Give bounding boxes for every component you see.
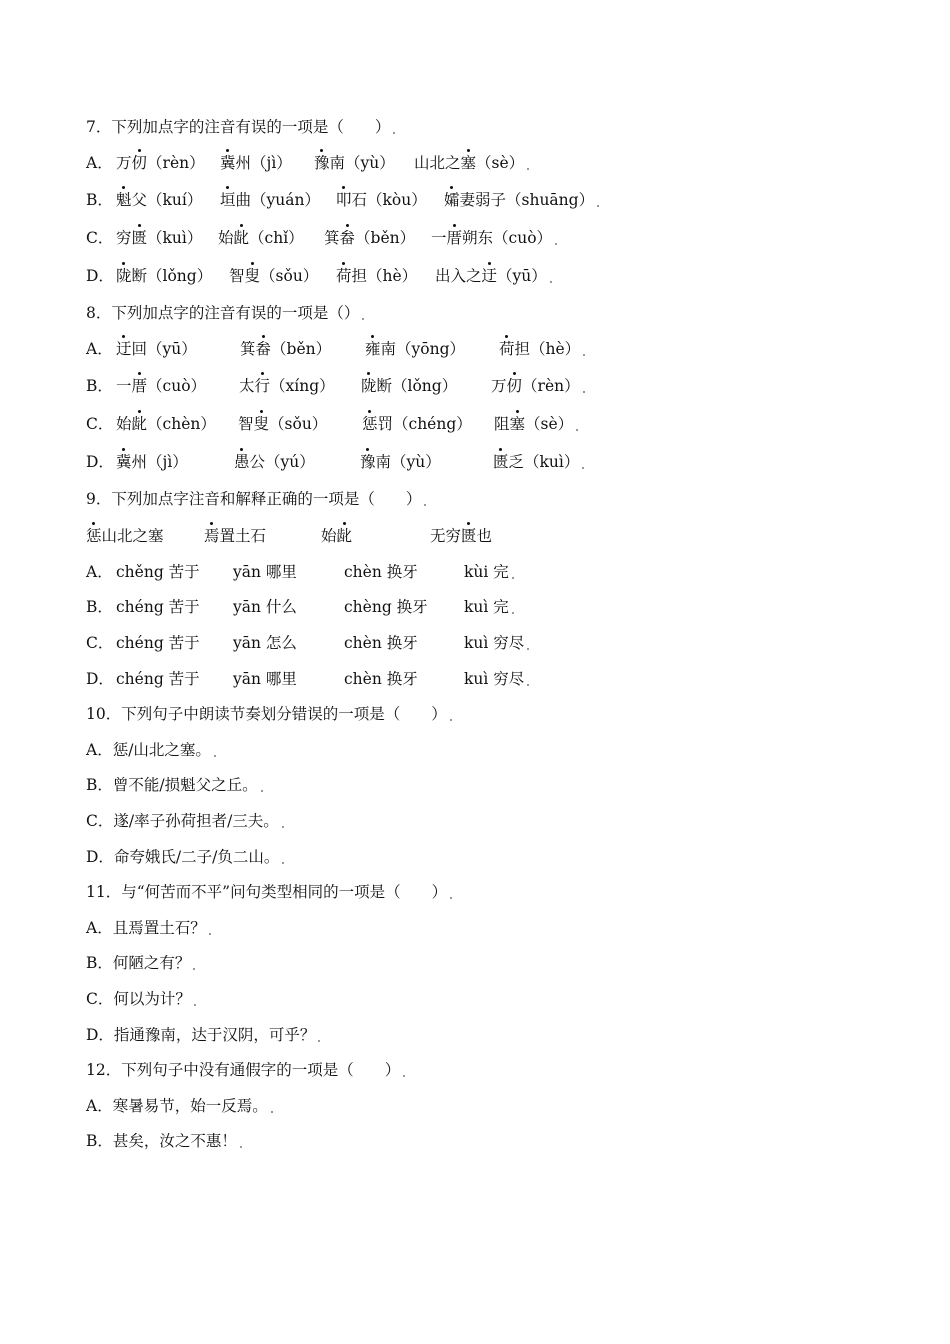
- choice-item: 荷担（hè）: [499, 338, 585, 360]
- paragraph-mark: [597, 205, 599, 207]
- dotted-char: 垣: [220, 191, 236, 209]
- choice-item: 箕畚（běn）: [240, 340, 332, 358]
- choice-item: 魁父（kuí）: [116, 191, 203, 209]
- paragraph-mark: [582, 467, 584, 469]
- choice-item: 太行（xíng）: [239, 377, 335, 395]
- choice-item: 出入之迂（yū）: [435, 265, 552, 287]
- paragraph-mark: [512, 612, 514, 614]
- paragraph-mark: [193, 968, 195, 970]
- question-7-option-b: B． 魁父（kuí） 垣曲（yuán） 叩石（kòu） 孀妻弱子（shuāng）: [86, 189, 886, 213]
- dotted-char: 厝: [131, 377, 148, 395]
- dotted-char: 愚: [234, 453, 250, 471]
- dotted-char: 叩: [336, 191, 352, 209]
- choice-item: 惩罚（chéng）: [362, 415, 472, 433]
- dotted-char: 塞: [509, 415, 526, 433]
- dotted-char: 龀: [336, 527, 353, 545]
- dotted-char: 豫: [360, 453, 376, 471]
- paragraph-mark: [209, 933, 211, 935]
- word-item: 惩山北之塞: [86, 527, 164, 545]
- question-9-option-c: C． chéng 苦于 yān 怎么 chèn 换牙 kuì 穷尽: [86, 632, 886, 656]
- dotted-char: 惩: [86, 527, 102, 545]
- paragraph-mark: [214, 755, 216, 757]
- dotted-char: 匮: [493, 453, 509, 471]
- dotted-char: 匮: [131, 229, 148, 247]
- paragraph-mark: [240, 1146, 242, 1148]
- paragraph-mark: [424, 504, 426, 506]
- choice-item: 始龀（chèn）: [116, 415, 216, 433]
- question-8-option-d: D． 冀州（jì） 愚公（yú） 豫南（yù） 匮乏（kuì）: [86, 451, 886, 475]
- question-10-option-b: B．曾不能/损魁父之丘。: [86, 774, 263, 796]
- question-7-option-c: C． 穷匮（kuì） 始龀（chǐ） 箕畚（běn） 一厝朔东（cuò）: [86, 227, 886, 251]
- paragraph-mark: [282, 862, 284, 864]
- question-7-option-a: A． 万仞（rèn） 冀州（jì） 豫南（yù） 山北之塞（sè）: [86, 152, 886, 176]
- option-last-col: kuì 穷尽: [464, 632, 529, 654]
- dotted-char: 畚: [255, 340, 272, 358]
- dotted-char: 陇: [361, 377, 377, 395]
- question-10-option-d: D．命夸娥氏/二子/负二山。: [86, 846, 284, 868]
- dotted-char: 匮: [461, 527, 477, 545]
- question-8-option-b: B． 一厝（cuò） 太行（xíng） 陇断（lǒng） 万仞（rèn）: [86, 375, 886, 399]
- paragraph-mark: [527, 684, 529, 686]
- choice-item: 豫南（yù）: [360, 453, 441, 471]
- paragraph-mark: [555, 243, 557, 245]
- question-7-option-d: D． 陇断（lǒng） 智叟（sǒu） 荷担（hè） 出入之迂（yū）: [86, 265, 886, 289]
- dotted-char: 畚: [339, 229, 356, 247]
- paragraph-mark: [527, 168, 529, 170]
- paragraph-mark: [282, 826, 284, 828]
- paragraph-mark: [512, 577, 514, 579]
- dotted-char: 雍: [365, 340, 381, 358]
- word-item: 始龀: [321, 527, 353, 545]
- dotted-char: 厝: [446, 229, 463, 247]
- dotted-char: 仞: [131, 154, 148, 172]
- paragraph-mark: [403, 1075, 405, 1077]
- paragraph-mark: [271, 1111, 273, 1113]
- dotted-char: 荷: [499, 340, 515, 358]
- choice-item: 穷匮（kuì）: [116, 229, 203, 247]
- choice-item: 愚公（yú）: [234, 453, 315, 471]
- paragraph-mark: [393, 132, 395, 134]
- choice-item: 万仞（rèn）: [116, 154, 205, 172]
- dotted-char: 叟: [244, 267, 261, 285]
- question-10-option-c: C．遂/率子孙荷担者/三夫。: [86, 810, 284, 832]
- choice-item: 智叟（sǒu）: [229, 267, 319, 285]
- dotted-char: 惩: [362, 415, 378, 433]
- question-11-option-c: C．何以为计？: [86, 988, 196, 1010]
- question-9-stem: 9．下列加点字注音和解释正确的一项是（ ）: [86, 488, 426, 510]
- dotted-char: 冀: [220, 154, 236, 172]
- paragraph-mark: [583, 354, 585, 356]
- question-12-stem: 12．下列句子中没有通假字的一项是（ ）: [86, 1059, 405, 1081]
- word-item: 焉置土石: [204, 527, 267, 545]
- question-11-stem: 11．与“何苦而不平”问句类型相同的一项是（ ）: [86, 881, 452, 903]
- dotted-char: 豫: [314, 154, 330, 172]
- word-item: 无穷匮也: [430, 527, 493, 545]
- choice-item: 雍南（yōng）: [365, 340, 466, 358]
- dotted-char: 孀: [444, 191, 460, 209]
- question-8-stem: 8．下列加点字的注音有误的一项是（）: [86, 302, 364, 324]
- question-9-option-a: A． chěng 苦于 yān 哪里 chèn 换牙 kùi 完: [86, 561, 886, 585]
- question-12-option-a: A．寒暑易节，始一反焉。: [86, 1095, 273, 1117]
- paragraph-mark: [583, 391, 585, 393]
- paragraph-mark: [194, 1004, 196, 1006]
- paragraph-mark: [318, 1040, 320, 1042]
- choice-item: 箕畚（běn）: [324, 229, 416, 247]
- choice-item: 陇断（lǒng）: [116, 267, 213, 285]
- paragraph-mark: [261, 790, 263, 792]
- choice-item: 垣曲（yuán）: [220, 191, 320, 209]
- choice-item: 一厝朔东（cuò）: [431, 227, 557, 249]
- dotted-char: 行: [254, 377, 271, 395]
- choice-item: 荷担（hè）: [336, 267, 418, 285]
- question-12-option-b: B．甚矣，汝之不惠！: [86, 1130, 242, 1152]
- dotted-char: 迂: [116, 340, 132, 358]
- dotted-char: 龀: [233, 229, 250, 247]
- dotted-char: 陇: [116, 267, 132, 285]
- option-last-col: kuì 穷尽: [464, 668, 529, 690]
- choice-item: 叩石（kòu）: [336, 191, 427, 209]
- dotted-char: 焉: [204, 527, 220, 545]
- choice-item: 万仞（rèn）: [491, 375, 585, 397]
- paragraph-mark: [527, 648, 529, 650]
- paragraph-mark: [450, 719, 452, 721]
- choice-item: 迂回（yū）: [116, 340, 197, 358]
- choice-item: 匮乏（kuì）: [493, 451, 584, 473]
- dotted-char: 魁: [116, 191, 132, 209]
- question-9-option-b: B． chéng 苦于 yān 什么 chèng 换牙 kuì 完: [86, 596, 886, 620]
- question-9-words: [86, 525, 886, 549]
- dotted-char: 荷: [336, 267, 352, 285]
- choice-item: 孀妻弱子（shuāng）: [444, 189, 599, 211]
- question-11-option-a: A．且焉置土石？: [86, 917, 211, 939]
- dotted-char: 叟: [253, 415, 270, 433]
- choice-item: 始龀（chǐ）: [218, 229, 304, 247]
- question-8-option-c: C． 始龀（chèn） 智叟（sǒu） 惩罚（chéng） 阻塞（sè）: [86, 413, 886, 437]
- question-11-option-d: D．指通豫南，达于汉阴，可乎？: [86, 1024, 320, 1046]
- paragraph-mark: [576, 429, 578, 431]
- question-10-option-a: A．惩/山北之塞。: [86, 739, 216, 761]
- question-8-option-a: A． 迂回（yū） 箕畚（běn） 雍南（yōng） 荷担（hè）: [86, 338, 886, 362]
- dotted-char: 仞: [506, 377, 523, 395]
- choice-item: 冀州（jì）: [220, 154, 292, 172]
- choice-item: 一厝（cuò）: [116, 377, 207, 395]
- dotted-char: 龀: [131, 415, 148, 433]
- option-last-col: kuì 完: [464, 596, 514, 618]
- choice-item: 阻塞（sè）: [494, 413, 578, 435]
- dotted-char: 迂: [481, 267, 498, 285]
- dotted-char: 塞: [460, 154, 477, 172]
- dotted-char: 冀: [116, 453, 132, 471]
- paragraph-mark: [550, 281, 552, 283]
- question-10-stem: 10．下列句子中朗读节奏划分错误的一项是（ ）: [86, 703, 452, 725]
- question-7-stem: 7．下列加点字的注音有误的一项是（ ）: [86, 116, 395, 138]
- question-9-option-d: D． chéng 苦于 yān 哪里 chèn 换牙 kuì 穷尽: [86, 668, 886, 692]
- question-11-option-b: B．何陋之有？: [86, 952, 195, 974]
- choice-item: 冀州（jì）: [116, 453, 188, 471]
- choice-item: 豫南（yù）: [314, 154, 395, 172]
- choice-item: 陇断（lǒng）: [361, 377, 458, 395]
- paragraph-mark: [450, 897, 452, 899]
- option-last-col: kùi 完: [464, 561, 514, 583]
- choice-item: 山北之塞（sè）: [414, 152, 529, 174]
- paragraph-mark: [362, 318, 364, 320]
- choice-item: 智叟（sǒu）: [238, 415, 328, 433]
